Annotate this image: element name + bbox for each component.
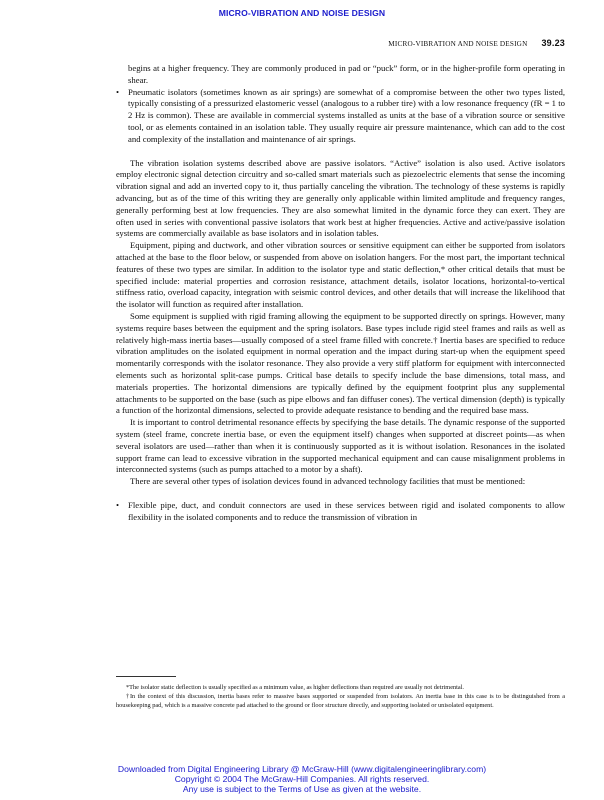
download-notice <box>0 764 604 795</box>
download-notice-source[interactable]: Downloaded from Digital Engineering Library @ McGraw-Hill (www.digitalengineeringlibrary.com) <box>117 764 487 774</box>
paragraph-equipment-support: Equipment, piping and ductwork, and other vibration sources or sensitive equipment can either be supported from isolators attached at the base to the floor below, or suspended from above on isolation hangers. For the most part, the important technical features of these two types are similar. In addition to the isolator type and static deflection,* other critical details that must be specified include: material properties and corrosion resistance, attachment details, isolator locations, horizontal-to-vertical stiffness ratio, overload capacity, integration with seismic control devices, and other details that will increase the likelihood that the isolator will function as required after installation. <box>116 240 565 310</box>
download-notice-terms: Any use is subject to the Terms of Use as given at the website. <box>182 784 422 795</box>
paragraph-other-devices: There are several other types of isolation devices found in advanced technology facilities that must be mentioned: <box>130 476 526 487</box>
paragraph-resonance: It is important to control detrimental resonance effects by specifying the base details. The dynamic response of the supported system (steel frame, concrete inertia base, or even the equipment itself) changes when supported at discreet points—as when several isolators are used—rather than when it is continuously supported as it is without isolation. Resonances in the isolated support frame can lead to excessive vibration in the supported mechanical equipment and can cause misalignment problems in interconnected systems (such as pumps attached to a motor by a shaft). <box>116 417 565 475</box>
bullet-flexible-connectors: • Flexible pipe, duct, and conduit connectors are used in these services between rigid and isolated components to allow flexibility in the isolated components and to reduce the transmission of vibration in <box>116 500 565 524</box>
running-head <box>388 38 565 48</box>
body-text <box>116 63 565 523</box>
paragraph-active-isolation: The vibration isolation systems described above are passive isolators. “Active” isolation is also used. Active isolators employ electronic signal detection circuitry and so-called smart materials such as piezoelectric elements that sense the incoming vibration signal and add an inverted copy to it, thus partially canceling the vibration. The technology of these systems is rapidly advancing, but as of the time of this writing they are generally only applicable within limited amplitude and frequency ranges, generally performing best at low frequencies. They are also somewhat limited in the dynamic force they can exert. They are often used in series with conventional passive isolators that work best at higher frequencies. Active and active/passive isolation systems are commercially available as base isolators and in isolation tables. <box>116 157 565 239</box>
footnotes <box>116 683 565 710</box>
footnote-inertia-bases: †In the context of this discussion, inertia bases refer to massive bases supported or suspended from isolators. An inertia base in this case is to be distinguished from a housekeeping pad, which is a massive concrete pad attached to the ground or floor structure directly, and supporting isolated or unisolated equipment. <box>116 693 565 709</box>
footnote-static-deflection: *The isolator static deflection is usually specified as a minimum value, as higher deflections than required are usually not detrimental. <box>126 684 465 691</box>
download-notice-copyright: Copyright © 2004 The McGraw-Hill Companies. All rights reserved. <box>174 774 430 785</box>
page-number: 39.23 <box>541 38 565 48</box>
top-banner: MICRO-VIBRATION AND NOISE DESIGN <box>218 8 386 18</box>
paragraph-rigid-framing: Some equipment is supplied with rigid framing allowing the equipment to be supported directly on springs. However, many systems require bases between the equipment and the spring isolators. Base types include rigid steel frames and rails as well as relatively high-mass inertia bases—usually composed of a steel frame filled with concrete.† Inertia bases are specified to reduce vibration amplitudes on the isolated equipment in normal operation and the impact during start-up when the equipment speed momentarily corresponds with the isolator resonance. They also provide a very stiff platform for equipment with interconnected elements such as horizontal split-case pumps. Critical base details to specify include the base dimensions, total mass, and materials properties. The horizontal dimensions are typically defined by the equipment footprint plus any supplemental attachments to be supported on the base (such as pipe elbows and fan diffuser cones). The vertical dimension (depth) is typically a function of the horizontal dimensions, selected to provide adequate resistance to bending and the required base mass. <box>116 310 565 416</box>
bullet-pneumatic-isolators: • Pneumatic isolators (sometimes known as air springs) are somewhat of a compromise between the other two types listed, typically consisting of a pressurized elastomeric vessel (analogous to a rubber tire) with a low resonance frequency (fR = 1 to 2 Hz is common). These are available in commercial systems installed as units at the base of a vibration source or sensitive tool, or as elements contained in an isolation table. They usually require air pressure maintenance, which can add to the cost and complexity of the installation and maintenance of air springs. <box>116 87 565 146</box>
paragraph-lead-continuation: begins at a higher frequency. They are commonly produced in pad or “puck” form, or in the higher-profile form operating in shear. <box>128 63 565 85</box>
footnote-rule <box>116 676 176 677</box>
running-head-title: MICRO-VIBRATION AND NOISE DESIGN <box>388 40 528 48</box>
